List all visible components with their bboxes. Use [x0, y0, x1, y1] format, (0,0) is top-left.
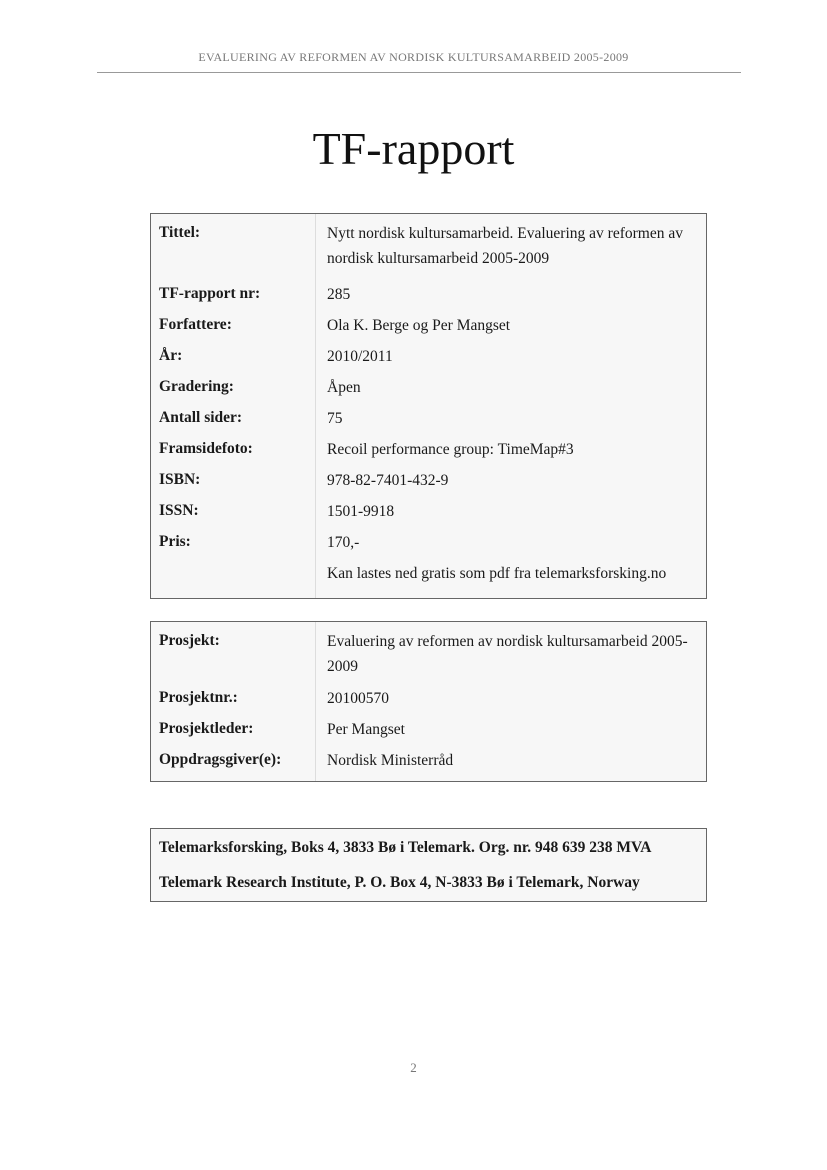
info-value: Åpen	[327, 379, 361, 396]
info-label: Framsidefoto:	[159, 440, 253, 457]
info-label: År:	[159, 347, 183, 364]
info-label: ISBN:	[159, 471, 201, 488]
info-value: 170,-	[327, 534, 360, 551]
info-label: Gradering:	[159, 378, 234, 395]
contact-line-norwegian: Telemarksforsking, Boks 4, 3833 Bø i Telemark. Org. nr. 948 639 238 MVA	[159, 839, 652, 856]
contact-line-english: Telemark Research Institute, P. O. Box 4, N-3833 Bø i Telemark, Norway	[159, 874, 640, 891]
column-divider	[315, 214, 316, 598]
info-label: Tittel:	[159, 224, 201, 241]
info-label: Forfattere:	[159, 316, 232, 333]
project-value: Per Mangset	[327, 721, 405, 738]
info-value: Kan lastes ned gratis som pdf fra telemarksforsking.no	[327, 565, 667, 582]
running-header: EVALUERING AV REFORMEN AV NORDISK KULTURSAMARBEID 2005-2009	[198, 50, 629, 64]
project-label: Prosjektnr.:	[159, 689, 238, 706]
info-label: Antall sider:	[159, 409, 243, 426]
project-info-box	[150, 621, 707, 782]
project-label: Prosjekt:	[159, 632, 220, 649]
project-value: 20100570	[327, 690, 389, 707]
report-info-box	[150, 213, 707, 599]
project-label: Prosjektleder:	[159, 720, 254, 737]
info-value: 285	[327, 286, 351, 303]
info-value: 75	[327, 410, 343, 427]
project-label: Oppdragsgiver(e):	[159, 751, 282, 768]
column-divider	[315, 622, 316, 781]
project-value: Evaluering av reformen av nordisk kultursamarbeid 2005-2009	[327, 633, 688, 675]
header-divider	[97, 72, 741, 73]
info-value: 978-82-7401-432-9	[327, 472, 449, 489]
project-value: Nordisk Ministerråd	[327, 752, 454, 769]
info-value: 1501-9918	[327, 503, 395, 520]
info-value: 2010/2011	[327, 348, 393, 365]
info-label: Pris:	[159, 533, 191, 550]
info-value: Nytt nordisk kultursamarbeid. Evaluering av reformen av nordisk kultursamarbeid 2005-2009	[327, 225, 683, 267]
info-label: ISSN:	[159, 502, 199, 519]
info-value: Ola K. Berge og Per Mangset	[327, 317, 511, 334]
info-value: Recoil performance group: TimeMap#3	[327, 441, 574, 458]
page-title: TF-rapport	[312, 123, 515, 174]
page-number: 2	[410, 1060, 417, 1075]
contact-box	[150, 828, 707, 902]
info-label: TF-rapport nr:	[159, 285, 261, 302]
